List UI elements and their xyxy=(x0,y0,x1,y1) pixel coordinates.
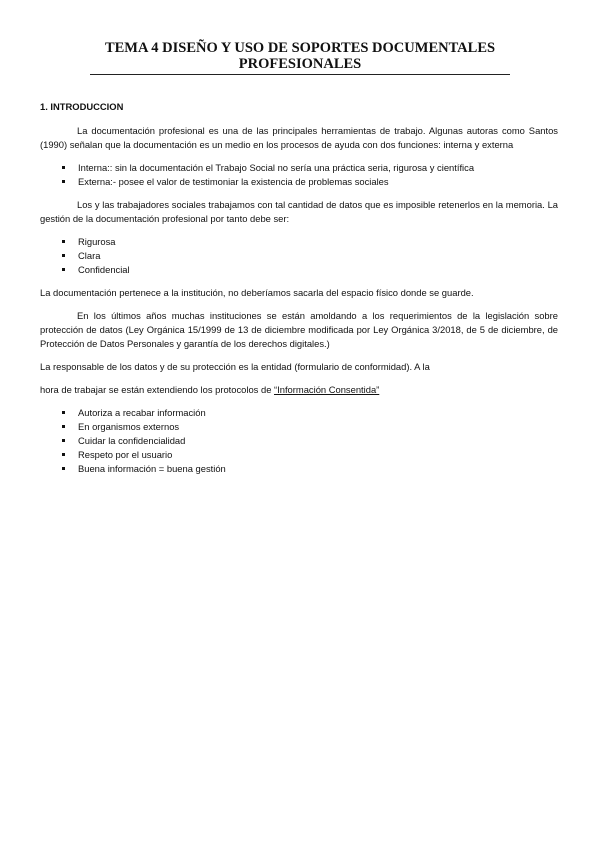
bullet-icon xyxy=(62,439,65,442)
title-underline-rule xyxy=(90,74,510,75)
list-item xyxy=(40,263,558,277)
bullet-icon xyxy=(62,166,65,169)
bullet-icon xyxy=(62,453,65,456)
list-item xyxy=(40,235,558,249)
bullet-icon xyxy=(62,411,65,414)
list-item-text: Rigurosa xyxy=(78,236,116,247)
bullet-icon xyxy=(62,254,65,257)
list-item-text: Externa:- posee el valor de testimoniar la existencia de problemas sociales xyxy=(78,176,389,187)
bullet-icon xyxy=(62,268,65,271)
list-item-text: Respeto por el usuario xyxy=(78,449,173,460)
list-item xyxy=(40,434,558,448)
list-item-text: En organismos externos xyxy=(78,421,180,432)
list-item xyxy=(40,406,558,420)
list-item xyxy=(40,249,558,263)
list-item xyxy=(40,420,558,434)
protocols-text: hora de trabajar se están extendiendo los protocolos de xyxy=(40,384,275,395)
informed-consent-link: “Información Consentida” xyxy=(274,384,380,395)
list-item-text: Interna:: sin la documentación el Trabajo Social no sería una práctica seria, rigurosa y científica xyxy=(78,162,475,173)
list-item xyxy=(40,161,558,175)
list-item xyxy=(40,462,558,476)
functions-list xyxy=(40,161,558,189)
bullet-icon xyxy=(62,467,65,470)
list-item xyxy=(40,175,558,189)
paragraph-data-management: Los y las trabajadores sociales trabajamos con tal cantidad de datos que es imposible retenerlos en la memoria. La gestión de la documentación profesional por tanto debe ser: xyxy=(40,199,558,224)
paragraph-ownership: La documentación pertenece a la institución, no deberíamos sacarla del espacio físico donde se guarde. xyxy=(40,287,474,298)
list-item xyxy=(40,448,558,462)
paragraph-legislation: En los últimos años muchas instituciones se están amoldando a los requerimientos de la legislación sobre protección de datos (Ley Orgánica 15/1999 de 13 de diciembre modificada por Ley Orgánica 3/2018, de 5 de diciembre, de Protección de Datos Personales y garantía de los derechos digitales.) xyxy=(40,310,558,349)
consent-list xyxy=(40,406,558,476)
document-title: TEMA 4 DISEÑO Y USO DE SOPORTES DOCUMENTALES PROFESIONALES xyxy=(104,40,496,72)
bullet-icon xyxy=(62,240,65,243)
section-heading: 1. INTRODUCCION xyxy=(40,101,124,112)
bullet-icon xyxy=(62,425,65,428)
list-item-text: Confidencial xyxy=(78,264,130,275)
list-item-text: Buena información = buena gestión xyxy=(78,463,226,474)
qualities-list xyxy=(40,235,558,277)
paragraph-protocols xyxy=(40,383,558,397)
bullet-icon xyxy=(62,180,65,183)
paragraph-intro: La documentación profesional es una de las principales herramientas de trabajo. Algunas autoras como Santos (1990) señalan que la documentación es un medio en los procesos de ayuda con dos funciones: interna y externa xyxy=(40,125,558,150)
list-item-text: Autoriza a recabar información xyxy=(78,407,206,418)
paragraph-responsibility: La responsable de los datos y de su protección es la entidad (formulario de conformidad). A la xyxy=(40,361,430,372)
list-item-text: Clara xyxy=(78,250,101,261)
list-item-text: Cuidar la confidencialidad xyxy=(78,435,186,446)
document-body xyxy=(40,100,558,485)
